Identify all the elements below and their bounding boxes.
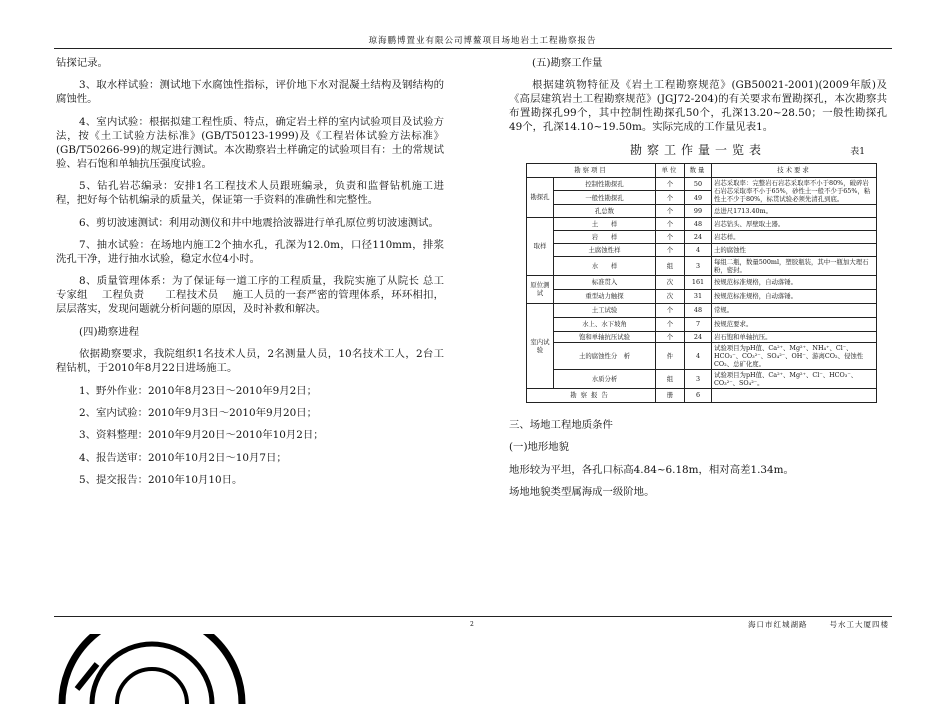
schedule-item-2: 2、室内试验：2010年9月3日～2010年9月20日； — [79, 406, 318, 419]
row-requirement-empty — [712, 388, 877, 402]
table-row — [527, 204, 877, 217]
table-row — [527, 388, 877, 402]
header-requirement: 技术要求 — [712, 163, 877, 177]
table-row — [527, 217, 877, 230]
row-item: 水质分析 — [554, 369, 656, 388]
row-unit: 组 — [656, 256, 685, 275]
table-row — [527, 342, 877, 369]
row-item: 一般性勘探孔 — [554, 191, 656, 205]
row-item: 勘察报告 — [527, 388, 656, 402]
table-row — [527, 303, 877, 317]
row-unit: 个 — [656, 191, 685, 205]
row-requirement: 按规范要求。 — [712, 317, 877, 331]
row-item: 重型动力触探 — [554, 289, 656, 303]
row-qty: 4 — [685, 342, 712, 369]
row-requirement: 按规范标准规格，自动落锤。 — [712, 289, 877, 303]
left-para-6: 8、质量管理体系：为了保证每一道工序的工程质量，我院实施了从院长 总工 专家组 工程负责 工程技术员 施工人员的一套严密的管理体系，环环相扣，层层落实，发现问题就分析问题的原因，及时补救和解决。 — [56, 275, 458, 316]
table-row — [527, 369, 877, 388]
row-unit: 个 — [656, 303, 685, 317]
page-header: 琼海鹏博置业有限公司博鳌项目场地岩土工程勘察报告 — [368, 36, 597, 46]
row-requirement: 岩芯钻头、厚壁取土器。 — [712, 217, 877, 230]
schedule-item-3: 3、资料整理：2010年9月20日～2010年10月2日； — [79, 429, 324, 442]
schedule-item-5: 5、提交报告：2010年10月10日。 — [79, 474, 243, 487]
row-item: 岩 样 — [554, 230, 656, 243]
row-item: 土工试验 — [554, 303, 656, 317]
table-row — [527, 230, 877, 243]
row-qty: 48 — [685, 217, 712, 230]
left-para-3: 5、钻孔岩芯编录：安排1名工程技术人员跟班编录，负责和监督钻机施工进程，把好每个钻机编录的质量关，保证第一手资料的准确性和完整性。 — [56, 180, 444, 207]
row-requirement: 试验项目为pH值、Ca²⁺、Mg²⁺、Cl⁻、HCO₃⁻、CO₃²⁻、SO₄²⁻。 — [712, 369, 877, 388]
row-qty: 50 — [685, 177, 712, 191]
row-unit: 次 — [656, 275, 685, 289]
row-qty: 99 — [685, 204, 712, 217]
left-column — [56, 56, 458, 495]
row-item: 土 样 — [554, 217, 656, 230]
left-para-2: 4、室内试验：根据拟建工程性质、特点，确定岩土样的室内试验项目及试验方法，按《土工试验方法标准》(GB/T50123-1999)及《工程岩体试验方法标准》(GB/T50266-99)的规定进行测试。本次勘察岩土样确定的试验项目有：土的常规试验、岩石饱和单轴抗压强度试验。 — [56, 115, 444, 170]
row-qty: 4 — [685, 243, 712, 256]
page-number: 2 — [470, 621, 474, 628]
row-item: 控制性勘探孔 — [554, 177, 656, 191]
left-para-8: 依据勘察要求，我院组织1名技术人员，2名测量人员，10名技术工人，2台工程钻机，于2010年8月22日进场施工。 — [56, 348, 444, 375]
row-qty: 3 — [685, 256, 712, 275]
table-row — [527, 177, 877, 191]
header-unit: 单位 — [656, 163, 685, 177]
left-para-0: 钻探记录。 — [56, 57, 108, 69]
row-requirement: 每组二瓶，数量500ml，塑胶瓶装，其中一瓶加大理石粉，密封。 — [712, 256, 877, 275]
table-row — [527, 331, 877, 342]
table-header-row — [527, 163, 877, 177]
row-unit: 个 — [656, 317, 685, 331]
section-heading-progress: (四)勘察进程 — [79, 325, 140, 338]
row-item: 饱和单轴抗压试验 — [554, 331, 656, 342]
row-unit: 个 — [656, 331, 685, 342]
group-lab: 室内试验 — [527, 303, 554, 388]
row-requirement: 常规。 — [712, 303, 877, 317]
row-unit: 组 — [656, 369, 685, 388]
table-title-text: 勘察工作量一览表 — [629, 142, 766, 157]
row-unit: 个 — [656, 230, 685, 243]
partial-stamp-graphic — [52, 634, 252, 704]
row-qty: 48 — [685, 303, 712, 317]
row-unit: 件 — [656, 342, 685, 369]
row-qty: 24 — [685, 230, 712, 243]
row-requirement: 土的腐蚀性 — [712, 243, 877, 256]
footer-street: 海口市红城湖路 — [748, 620, 808, 629]
left-para-4: 6、剪切波速测试：利用动测仪和井中地震拾波器进行单孔原位剪切波速测试。 — [79, 216, 439, 229]
table-row — [527, 317, 877, 331]
schedule-item-4: 4、报告送审：2010年10月2日～10月7日； — [79, 451, 287, 464]
row-item: 水 样 — [554, 256, 656, 275]
row-requirement: 岩芯样。 — [712, 230, 877, 243]
row-item: 土的腐蚀性分 析 — [554, 342, 656, 369]
header-qty: 数量 — [685, 163, 712, 177]
table-row — [527, 243, 877, 256]
row-requirement: 按规范标准规格，自动落锤。 — [712, 275, 877, 289]
schedule-item-1: 1、野外作业：2010年8月23日～2010年9月2日； — [79, 384, 318, 397]
left-para-1: 3、取水样试验：测试地下水腐蚀性指标，评价地下水对混凝土结构及钢结构的腐蚀性。 — [56, 79, 444, 106]
row-unit: 个 — [656, 204, 685, 217]
row-unit: 个 — [656, 177, 685, 191]
row-requirement: 试验项目为pH值、Ca²⁺、Mg²⁺、NH₄⁺、Cl⁻、HCO₃⁻、CO₃²⁻、SO₄²⁻、OH⁻、游离CO₂、侵蚀性CO₂、总矿化度。 — [712, 342, 877, 369]
row-item: 土腐蚀性样 — [554, 243, 656, 256]
row-unit: 次 — [656, 289, 685, 303]
row-unit: 个 — [656, 243, 685, 256]
table-row — [527, 289, 877, 303]
table-row — [527, 275, 877, 289]
footer-building: 号水工大厦四楼 — [829, 620, 889, 629]
row-qty: 3 — [685, 369, 712, 388]
group-insitu: 原位测试 — [527, 275, 554, 303]
row-qty: 24 — [685, 331, 712, 342]
table-row — [527, 256, 877, 275]
row-unit: 册 — [656, 388, 685, 402]
landform-text: 场地地貌类型属海成一级阶地。 — [509, 485, 655, 498]
table-title — [509, 143, 887, 157]
right-column — [509, 56, 887, 507]
row-requirement: 总进尺1713.40m。 — [712, 204, 877, 217]
workload-intro: 根据建筑物特征及《岩土工程勘察规范》(GB50021-2001)(2009年版)及《高层建筑岩土工程勘察规范》(JGJ72-204)的有关要求布置勘探孔，本次勘察共布置勘探孔99个，其中控制性勘探孔50个，孔深13.20~28.50；一般性勘探孔49个，孔深14.10~19.50m。实际完成的工作量见表1。 — [509, 79, 887, 134]
group-boreholes: 勘探孔 — [527, 177, 554, 217]
footer-address — [748, 619, 889, 630]
row-item: 孔总数 — [554, 204, 656, 217]
row-item: 水上、水下坡角 — [554, 317, 656, 331]
row-qty: 161 — [685, 275, 712, 289]
row-qty: 49 — [685, 191, 712, 205]
group-sampling: 取样 — [527, 217, 554, 275]
row-requirement: 岩石饱和单轴抗压。 — [712, 331, 877, 342]
table-number: 表1 — [850, 146, 865, 157]
footer-rule — [54, 616, 892, 617]
row-unit: 个 — [656, 217, 685, 230]
terrain-text: 地形较为平坦，各孔口标高4.84~6.18m，相对高差1.34m。 — [509, 463, 794, 476]
left-para-5: 7、抽水试验：在场地内施工2个抽水孔，孔深为12.0m，口径110mm，排浆洗孔干净，进行抽水试验，稳定水位4小时。 — [56, 238, 444, 265]
workload-table — [526, 163, 877, 403]
header-item: 勘察项目 — [527, 163, 656, 177]
row-requirement: 岩芯采取率：完整岩石岩芯采取率不小于80%，破碎岩石岩芯采取率不小于65%，砂性土一般不少于65%，粘性土不少于80%，标贯试验必须先清孔到底。 — [712, 177, 877, 204]
row-qty: 7 — [685, 317, 712, 331]
row-qty: 31 — [685, 289, 712, 303]
chapter-heading-geology: 三、场地工程地质条件 — [509, 418, 613, 431]
header-rule — [54, 48, 892, 49]
section-heading-workload: (五)勘察工作量 — [532, 57, 603, 69]
section-heading-terrain: (一)地形地貌 — [509, 441, 570, 454]
row-item: 标准贯入 — [554, 275, 656, 289]
row-qty: 6 — [685, 388, 712, 402]
